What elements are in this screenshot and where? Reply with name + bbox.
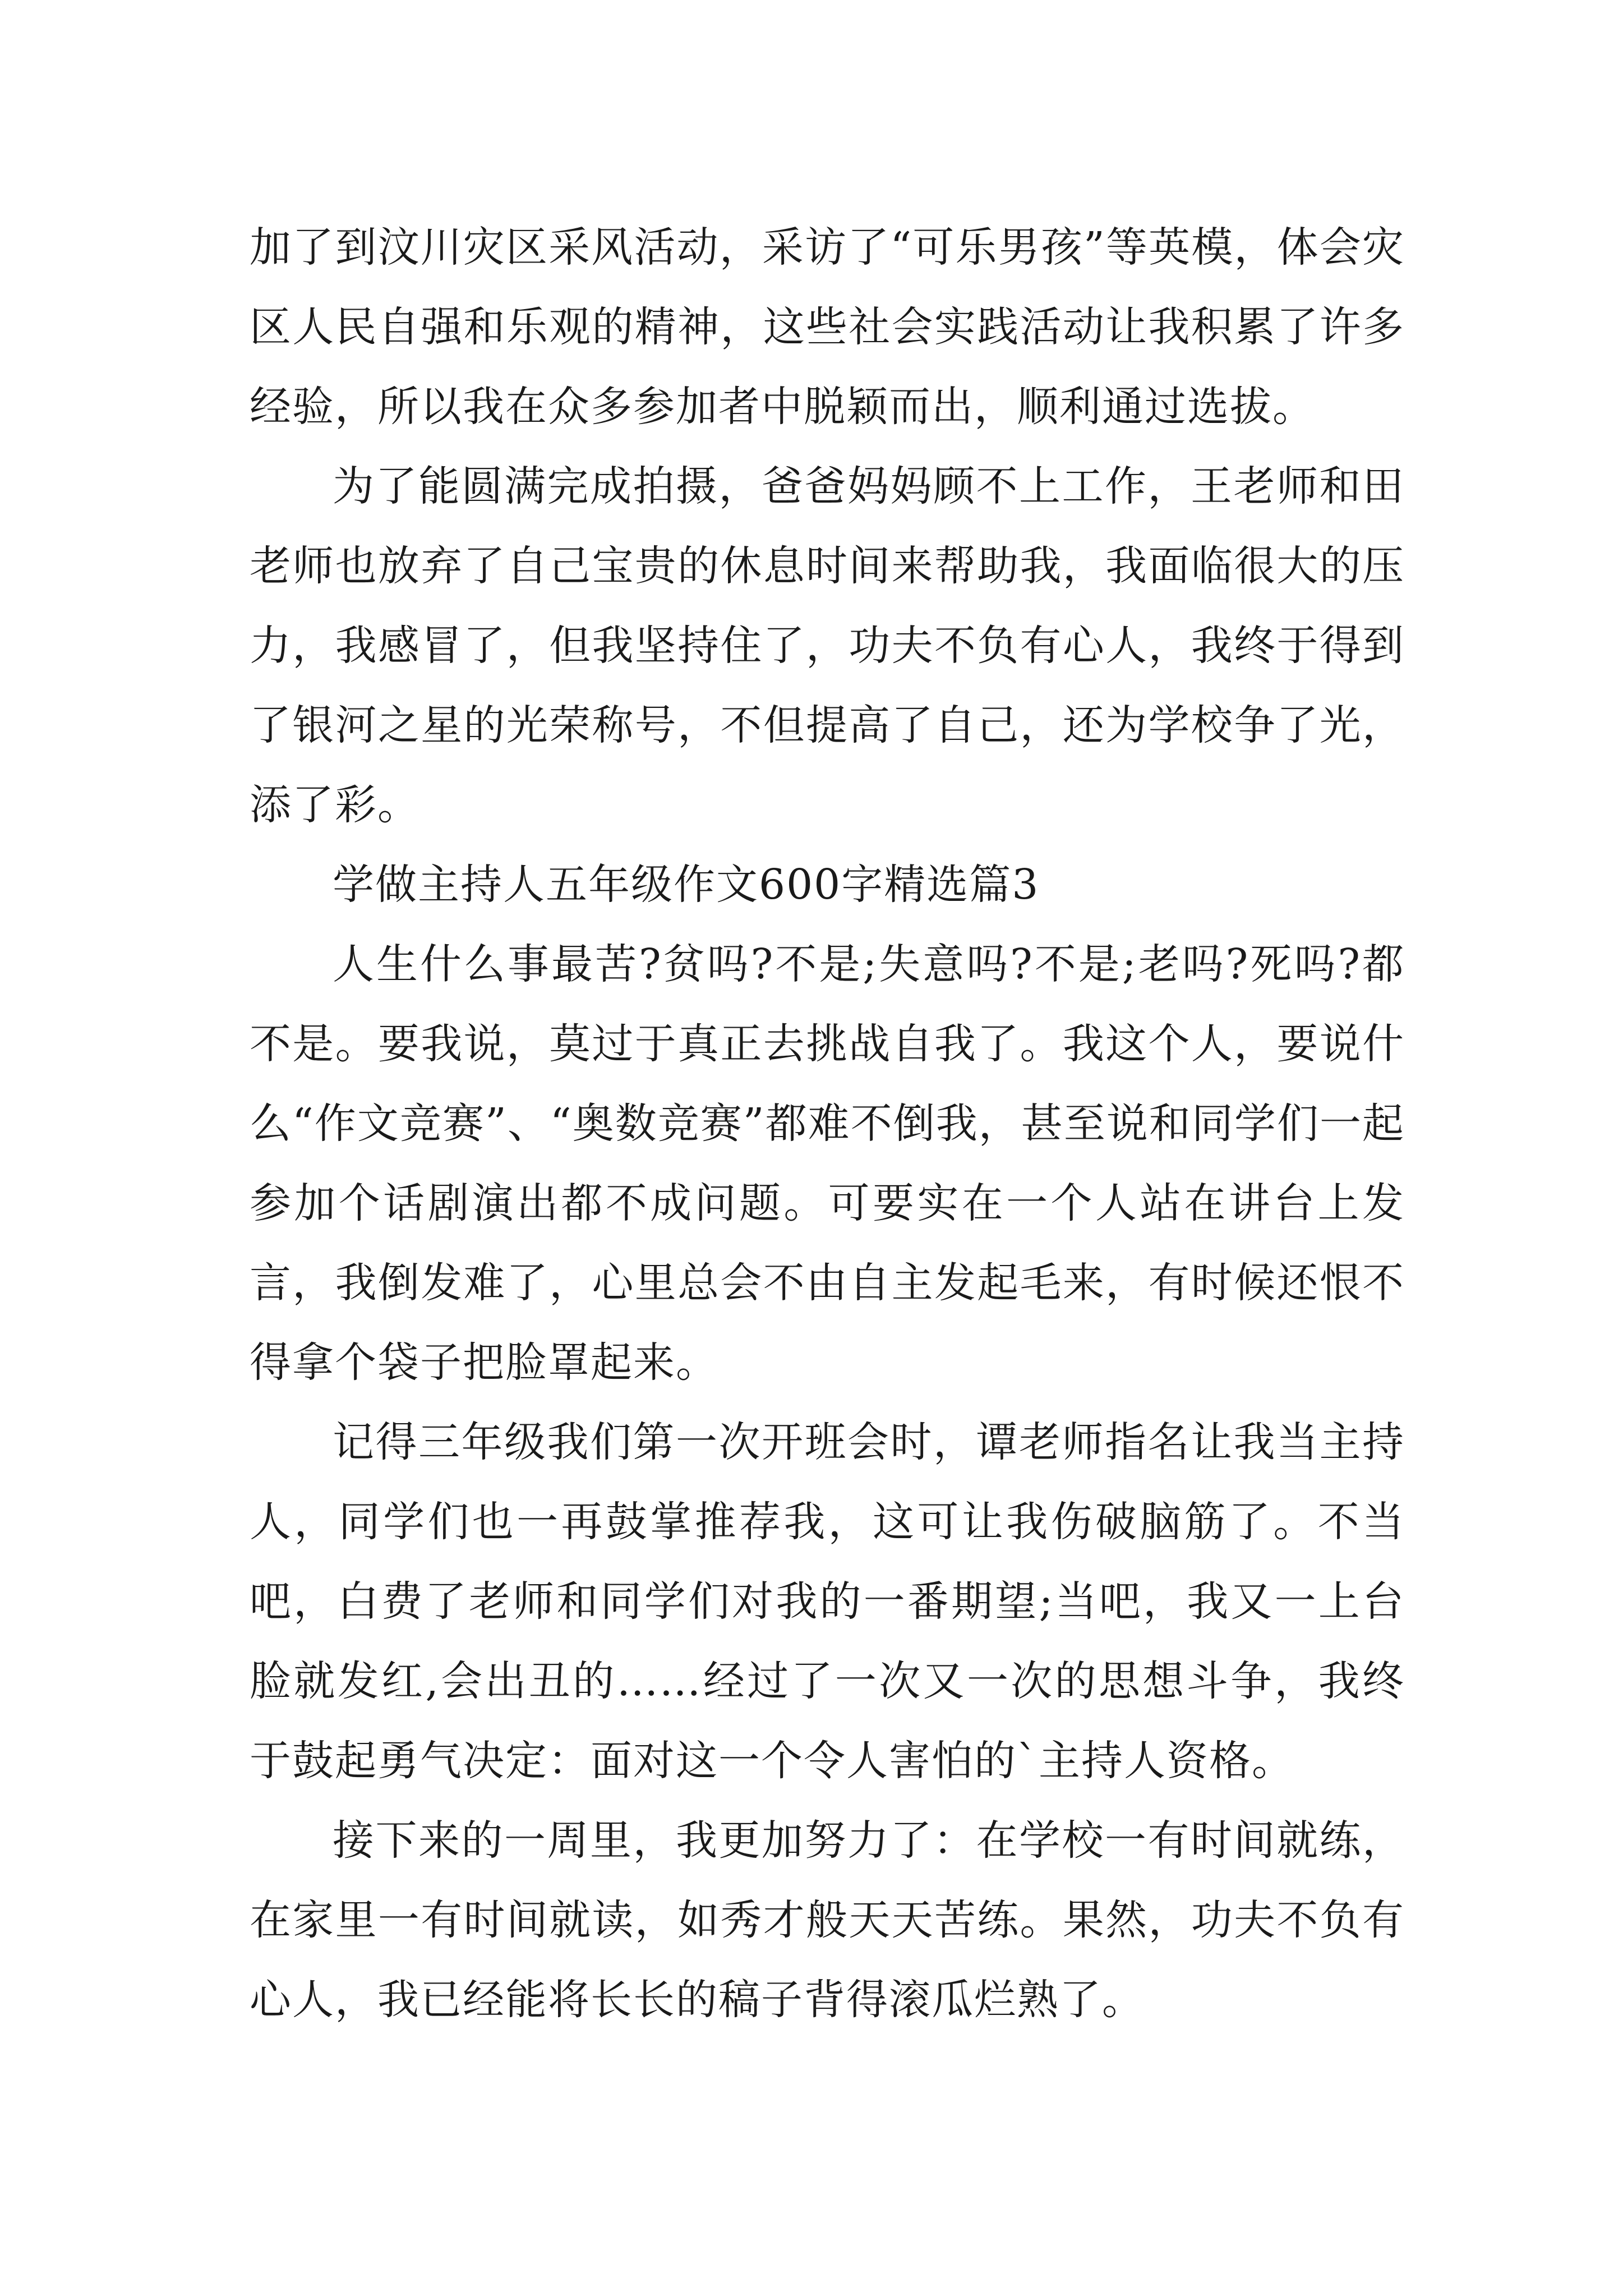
document-body (250, 208, 1405, 2040)
paragraph-practice: 接下来的一周里，我更加努力了：在学校一有时间就练，在家里一有时间就读，如秀才般天天苦练。果然，功夫不负有心人，我已经能将长长的稿子背得滚瓜烂熟了。 (250, 1816, 1405, 2024)
paragraph-continuation: 加了到汶川灾区采风活动，采访了“可乐男孩”等英模，体会灾区人民自强和乐观的精神，这些社会实践活动让我积累了许多经验，所以我在众多参加者中脱颖而出，顺利通过选拔。 (250, 223, 1405, 431)
paragraph-challenge: 人生什么事最苦?贫吗?不是;失意吗?不是;老吗?死吗?都不是。要我说，莫过于真正去挑战自我了。我这个人，要说什么“作文竞赛”、“奥数竞赛”都难不倒我，甚至说和同学们一起参加个话剧演出都不成问题。可要实在一个人站在讲台上发言，我倒发难了，心里总会不由自主发起毛来，有时候还恨不得拿个袋子把脸罩起来。 (250, 940, 1405, 1387)
paragraph-filming: 为了能圆满完成拍摄，爸爸妈妈顾不上工作，王老师和田老师也放弃了自己宝贵的休息时间来帮助我，我面临很大的压力，我感冒了，但我坚持住了，功夫不负有心人，我终于得到了银河之星的光荣称号，不但提高了自己，还为学校争了光，添了彩。 (250, 462, 1405, 829)
section-heading: 学做主持人五年级作文600字精选篇3 (333, 861, 1040, 909)
paragraph-class-meeting: 记得三年级我们第一次开班会时，谭老师指名让我当主持人，同学们也一再鼓掌推荐我，这可让我伤破脑筋了。不当吧，白费了老师和同学们对我的一番期望;当吧，我又一上台脸就发红,会出丑的……经过了一次又一次的思想斗争，我终于鼓起勇气决定：面对这一个令人害怕的`主持人资格。 (250, 1418, 1405, 1785)
